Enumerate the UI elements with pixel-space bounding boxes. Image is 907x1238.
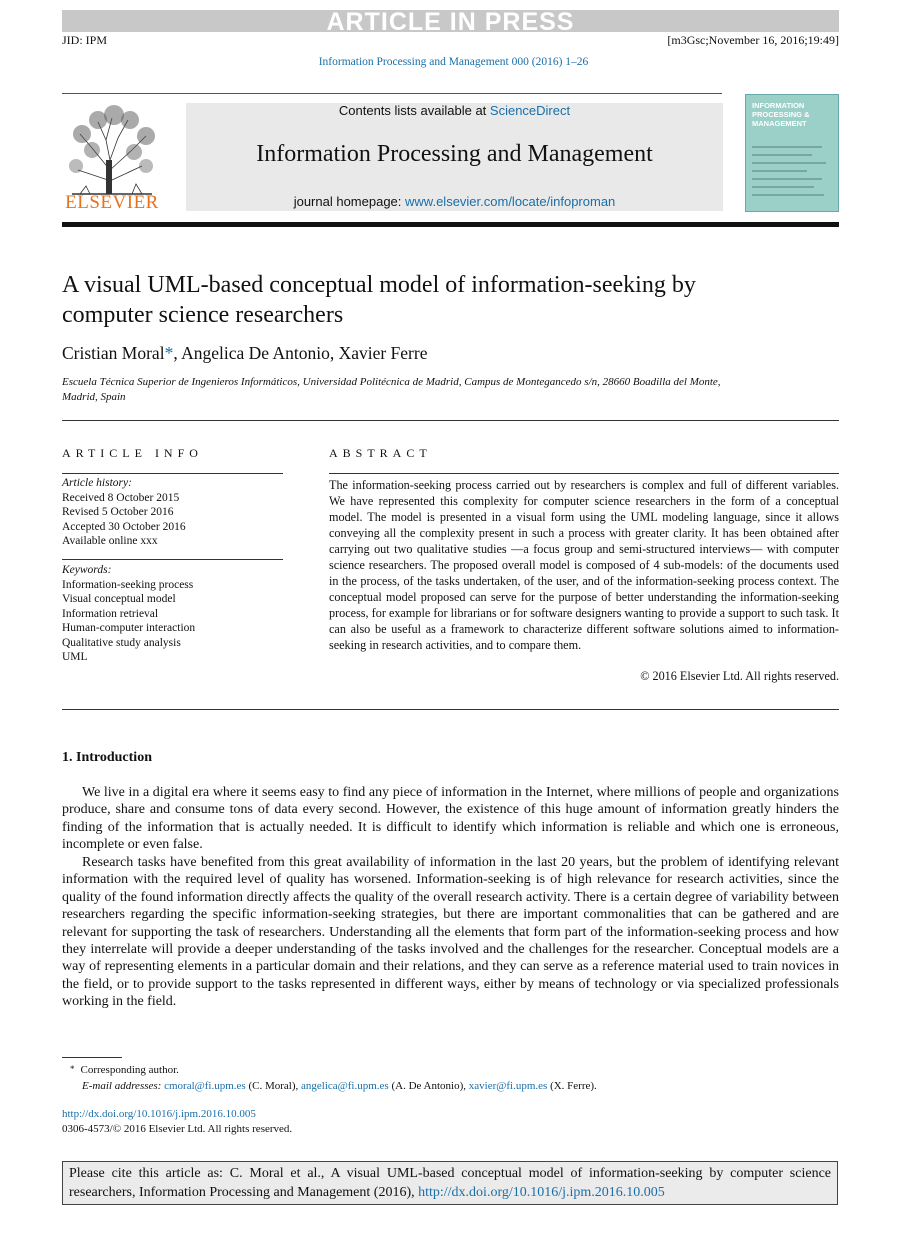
received-date: Received 8 October 2015 [62,491,180,504]
author-list [62,343,427,364]
keyword: Visual conceptual model [62,593,176,605]
elsevier-logo [62,100,162,215]
affiliation: Escuela Técnica Superior de Ingenieros Informáticos, Universidad Politécnica de Madrid, Campus de Montegancedo s/n, 28660 Boadilla del Monte, Madrid, Spain [62,376,721,403]
author-first: Cristian Moral [62,343,165,363]
journal-id: JID: IPM [62,33,108,47]
abstract-copyright: © 2016 Elsevier Ltd. All rights reserved. [640,669,839,683]
online-date: Available online xxx [62,535,158,547]
email-link-moral[interactable]: cmoral@fi.upm.es [164,1080,246,1092]
citation-text: Please cite this article as: C. Moral et al., A visual UML-based conceptual model of information-seeking by computer science researchers, Information Processing and Management (2016), [69,1166,831,1200]
corresponding-text: Corresponding author. [80,1064,179,1076]
keywords-label: Keywords: [62,564,112,576]
contents-prefix: Contents lists available at [338,103,490,118]
elsevier-wordmark: ELSEVIER [65,192,159,213]
section-rule [62,420,839,421]
cover-title: INFORMATION PROCESSING & MANAGEMENT [752,101,810,128]
intro-paragraph-2: Research tasks have benefited from this great availability of information in the last 20 years, but the problem of identifying relevant information with the required level of quality has worsened. Information-seeking is of high relevance for research activities, since the quality of the found information directly affects the quality of the overall research activity. There is a certain degree of variability between researchers regarding the specific information-seeking strategies, but there are important commonalities that can be gathered and are relevant for supporting the task of researchers. Understanding all the elements that form part of the information-seeking process and how they interrelate will provide a deeper understanding of the tasks involved and the challenges for the researcher. Conceptual models are a way of representing elements in a particular domain and their relations, and they can serve as a reference material used to train novices in the field, or to provide support to the tasks represented in different ways, either by means of technology or via specialized professionals working in the field. [62,855,839,1010]
revised-date: Revised 5 October 2016 [62,506,174,518]
keyword: Information-seeking process [62,578,194,591]
keywords-rule [62,559,283,560]
keyword: UML [62,651,88,663]
journal-homepage-line [186,194,723,209]
author-others: , Angelica De Antonio, Xavier Ferre [173,343,428,363]
journal-cover-image [745,94,839,212]
footnote-mark: * [70,1064,75,1074]
journal-title: Information Processing and Management [256,141,653,167]
footnote-emails [82,1080,597,1092]
article-info-heading: ARTICLE INFO [62,446,203,460]
citation-doi-link[interactable]: http://dx.doi.org/10.1016/j.ipm.2016.10.005 [418,1185,665,1200]
corresponding-author-mark[interactable]: * [164,343,174,363]
abstract-end-rule [62,709,839,710]
email-owner: (A. De Antonio), [388,1080,469,1092]
journal-reference-link[interactable]: Information Processing and Management 000 (2016) 1–26 [318,56,589,68]
footnote-rule [62,1057,122,1058]
email-label: E-mail addresses: [82,1080,162,1092]
sciencedirect-link[interactable]: ScienceDirect [489,103,571,118]
homepage-prefix: journal homepage: [293,194,406,209]
footnote-corresponding [70,1064,179,1076]
cover-contents-lines [752,143,832,203]
issn-copyright: 0306-4573/© 2016 Elsevier Ltd. All rights reserved. [62,1123,293,1135]
keyword: Information retrieval [62,607,159,620]
citation-box [62,1161,838,1205]
keyword: Qualitative study analysis [62,636,181,649]
doi-link[interactable]: http://dx.doi.org/10.1016/j.ipm.2016.10.005 [62,1108,256,1120]
section-heading-introduction: 1. Introduction [62,750,152,765]
abstract-rule [329,473,839,474]
email-owner: (C. Moral), [245,1080,301,1092]
article-in-press-banner: ARTICLE IN PRESS [62,10,839,32]
accepted-date: Accepted 30 October 2016 [62,520,186,533]
abstract-heading: ABSTRACT [329,446,432,460]
header-thick-rule [62,222,839,227]
email-link-ferre[interactable]: xavier@fi.upm.es [468,1080,548,1092]
email-owner: (X. Ferre). [547,1080,597,1092]
keywords-block [62,563,195,665]
email-link-deantonio[interactable]: angelica@fi.upm.es [301,1080,389,1092]
article-history [62,476,186,549]
reference-code: [m3Gsc;November 16, 2016;19:49] [667,33,839,47]
header-top-rule [62,93,722,94]
article-title: A visual UML-based conceptual model of information-seeking by computer science researchers [62,272,696,328]
article-info-rule [62,473,283,474]
history-label: Article history: [62,477,132,489]
keyword: Human-computer interaction [62,622,196,634]
contents-line [186,103,723,118]
intro-paragraph-1: We live in a digital era where it seems easy to find any piece of information in the Internet, where millions of people and organizations produce, share and consume tons of data every second. However, the existence of this huge amount of information greatly hinders the finding of the information that is actually needed. It is difficult to identify which information is reliable and which one is erroneous, incomplete or even false. [62,785,839,853]
abstract-text: The information-seeking process carried out by researchers is complex and full of different variables. We have represented this complexity for computer science researchers in the form of a conceptual model. The model is presented in a visual form using the UML modeling language, since it allows conveying all the complexity present in such a process with greater clarity. It has been obtained after carrying out two qualitative studies —a focus group and semi-structured interviews— with computer science researchers. The proposed overall model is composed of 4 sub-models: of the documents used in the process, of the tasks undertaken, of the user, and of the information-seeking process context. The conceptual model proposed can serve for the purpose of better understanding the information-seeking process, for example for librarians or for software designers wanting to provide a support to such task. It can also be useful as a framework to characterize different software solutions aimed to information-seeking in research activities, and to compare them. [329,478,839,652]
journal-homepage-link[interactable]: www.elsevier.com/locate/infoproman [405,194,616,209]
